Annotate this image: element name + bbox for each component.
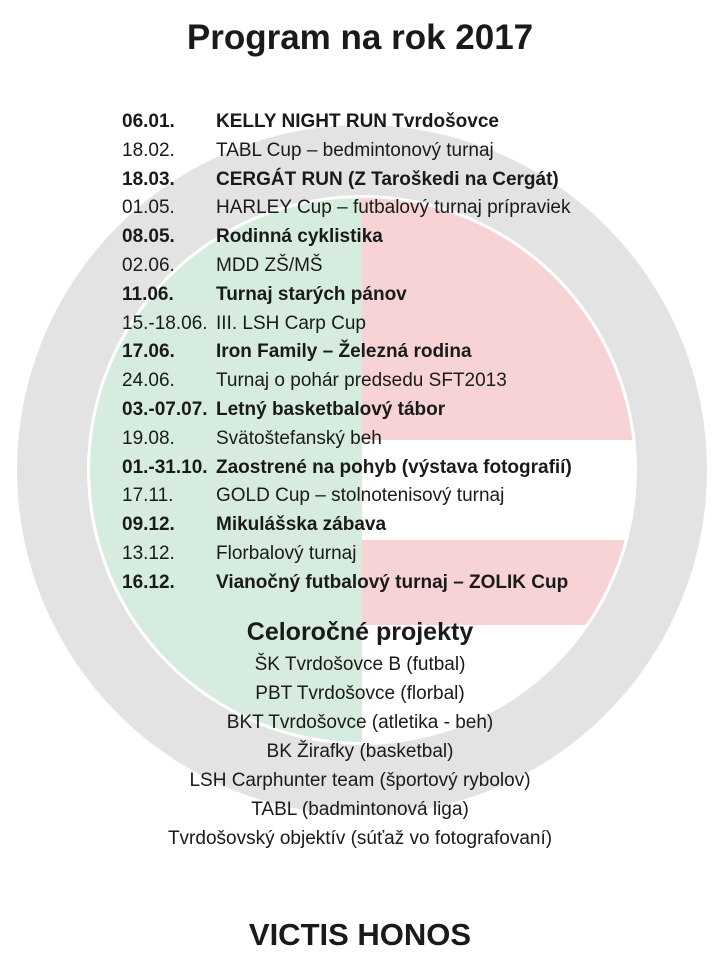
event-row	[122, 482, 572, 511]
event-name: Florbalový turnaj	[216, 542, 357, 564]
event-name: Letný basketbalový tábor	[216, 398, 446, 420]
event-row	[122, 108, 572, 137]
event-name: Iron Family – Železná rodina	[216, 341, 472, 363]
project-item: TABL (badmintonová liga)	[251, 799, 469, 820]
event-date: 13.12.	[122, 542, 175, 564]
footer-motto: VICTIS HONOS	[248, 917, 472, 952]
event-row	[122, 396, 572, 425]
event-row	[122, 194, 572, 223]
event-date: 03.-07.07.	[122, 398, 208, 420]
project-item: LSH Carphunter team (športový rybolov)	[189, 770, 531, 791]
event-name: GOLD Cup – stolnotenisový turnaj	[216, 485, 505, 507]
event-name: MDD ZŠ/MŠ	[216, 254, 323, 276]
event-name: Mikulášska zábava	[216, 514, 387, 536]
event-row	[122, 569, 572, 598]
event-date: 01.-31.10.	[122, 456, 208, 478]
project-item: ŠK Tvrdošovce B (futbal)	[254, 654, 466, 675]
event-row	[122, 338, 572, 367]
event-row	[122, 310, 572, 339]
project-item: PBT Tvrdošovce (florbal)	[255, 683, 465, 704]
event-row	[122, 540, 572, 569]
event-name: CERGÁT RUN (Z Taroškedi na Cergát)	[216, 168, 559, 190]
event-date: 17.11.	[122, 485, 174, 507]
project-item: BK Žirafky (basketbal)	[266, 741, 454, 762]
event-date: 11.06.	[122, 283, 174, 305]
event-row	[122, 166, 572, 195]
event-row	[122, 281, 572, 310]
event-date: 24.06.	[122, 370, 175, 392]
event-row	[122, 454, 572, 483]
event-date: 08.05.	[122, 226, 175, 248]
event-row	[122, 252, 572, 281]
project-item: BKT Tvrdošovce (atletika - beh)	[226, 712, 494, 733]
event-date: 06.01.	[122, 111, 175, 132]
event-row	[122, 223, 572, 252]
event-date: 02.06.	[122, 254, 175, 276]
event-name: Vianočný futbalový turnaj – ZOLIK Cup	[216, 571, 569, 593]
event-date: 15.-18.06.	[122, 312, 208, 334]
event-name: TABL Cup – bedmintonový turnaj	[216, 139, 494, 161]
event-list	[122, 108, 572, 598]
event-date: 09.12.	[122, 514, 175, 536]
project-list	[0, 650, 720, 853]
event-name: KELLY NIGHT RUN Tvrdošovce	[216, 111, 499, 132]
event-name: Turnaj o pohár predsedu SFT2013	[216, 370, 507, 392]
project-item: Tvrdošovský objektív (súťaž vo fotografovaní)	[167, 828, 553, 849]
event-name: HARLEY Cup – futbalový turnaj prípraviek	[216, 197, 571, 219]
event-row	[122, 511, 572, 540]
event-date: 19.08.	[122, 427, 175, 449]
event-date: 17.06.	[122, 341, 175, 363]
projects-heading: Celoročné projekty	[246, 618, 474, 646]
event-row	[122, 425, 572, 454]
event-name: Svätoštefanský beh	[216, 427, 382, 449]
event-date: 18.02.	[122, 139, 175, 161]
event-row	[122, 137, 572, 166]
event-name: III. LSH Carp Cup	[216, 312, 366, 334]
event-row	[122, 367, 572, 396]
event-date: 16.12.	[122, 571, 175, 593]
event-date: 18.03.	[122, 168, 175, 190]
event-name: Turnaj starých pánov	[216, 283, 407, 305]
event-name: Rodinná cyklistika	[216, 226, 383, 248]
event-date: 01.05.	[122, 197, 175, 219]
event-name: Zaostrené na pohyb (výstava fotografií)	[216, 456, 572, 478]
page-title: Program na rok 2017	[186, 18, 534, 57]
